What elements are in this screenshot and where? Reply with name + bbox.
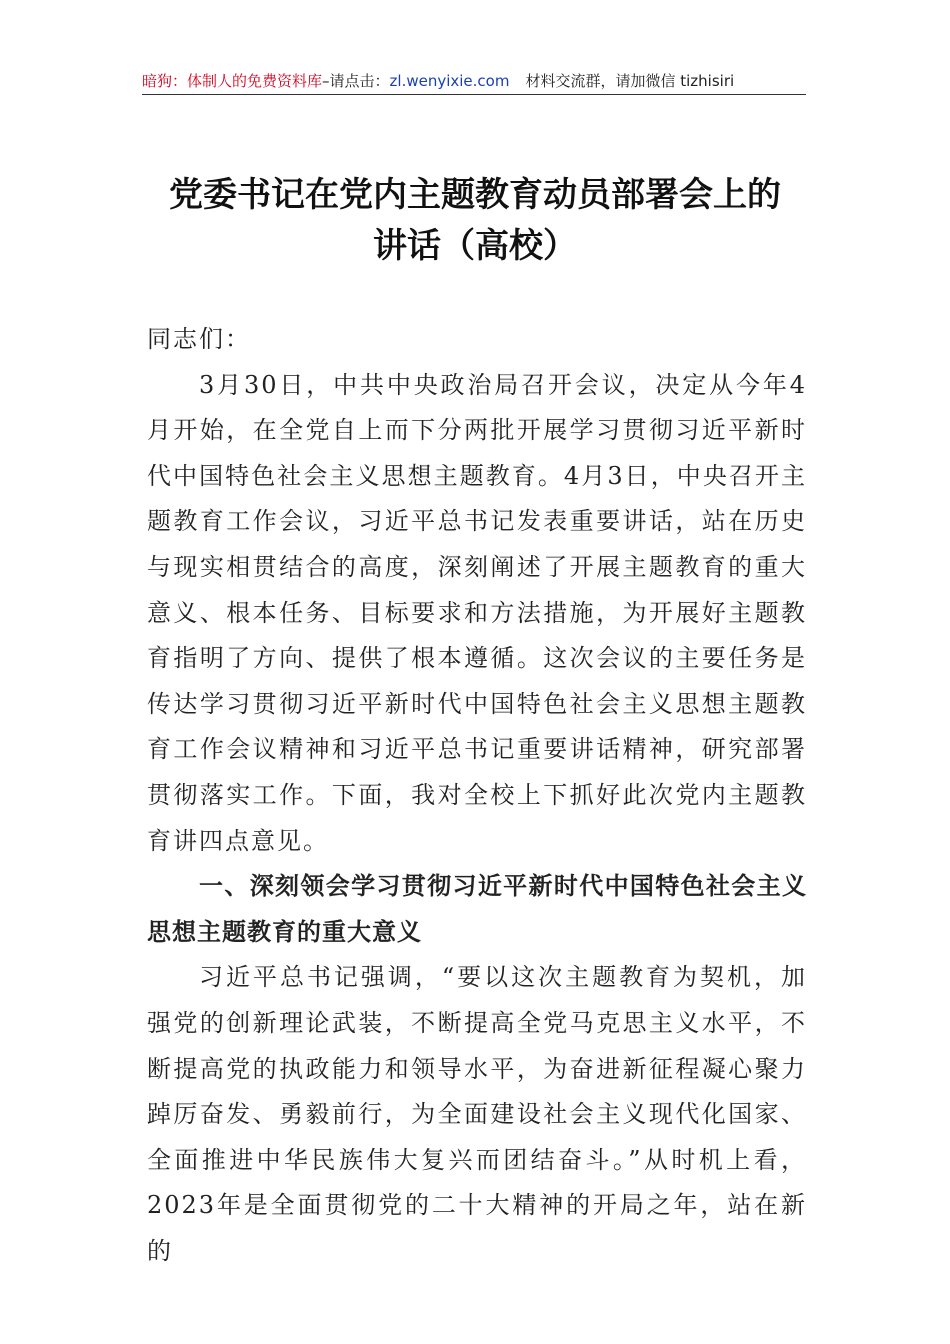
document-body	[147, 317, 807, 1274]
page-header	[142, 70, 806, 95]
header-click-prompt: –请点击：	[322, 72, 390, 90]
document-title-line-2: 讲话（高校）	[373, 226, 577, 266]
header-url-link[interactable]: zl.wenyixie.com	[389, 72, 510, 90]
section-1-heading: 一、深刻领会学习贯彻习近平新时代中国特色社会主义思想主题教育的重大意义	[147, 872, 807, 946]
greeting: 同志们：	[147, 325, 251, 353]
paragraph-1: 3月30日，中共中央政治局召开会议，决定从今年4月开始，在全党自上而下分两批开展学习贯彻习近平新时代中国特色社会主义思想主题教育。4月3日，中央召开主题教育工作会议，习近平总书记发表重要讲话，站在历史与现实相贯结合的高度，深刻阐述了开展主题教育的重大意义、根本任务、目标要求和方法措施，为开展好主题教育指明了方向、提供了根本遵循。这次会议的主要任务是传达学习贯彻习近平新时代中国特色社会主义思想主题教育工作会议精神和习近平总书记重要讲话精神，研究部署贯彻落实工作。下面，我对全校上下抓好此次党内主题教育讲四点意见。	[147, 370, 807, 855]
header-site-name: 暗狗：体制人的免费资料库	[142, 72, 323, 90]
paragraph-2: 习近平总书记强调，“要以这次主题教育为契机，加强党的创新理论武装，不断提高全党马克思主义水平，不断提高党的执政能力和领导水平，为奋进新征程凝心聚力踔厉奋发、勇毅前行，为全面建设社会主义现代化国家、全面推进中华民族伟大复兴而团结奋斗。”从时机上看，2023年是全面贯彻党的二十大精神的开局之年，站在新的	[147, 963, 807, 1265]
document-title-line-1: 党委书记在党内主题教育动员部署会上的	[169, 175, 781, 215]
header-group-note: 材料交流群，请加微信 tizhisiri	[525, 72, 735, 90]
